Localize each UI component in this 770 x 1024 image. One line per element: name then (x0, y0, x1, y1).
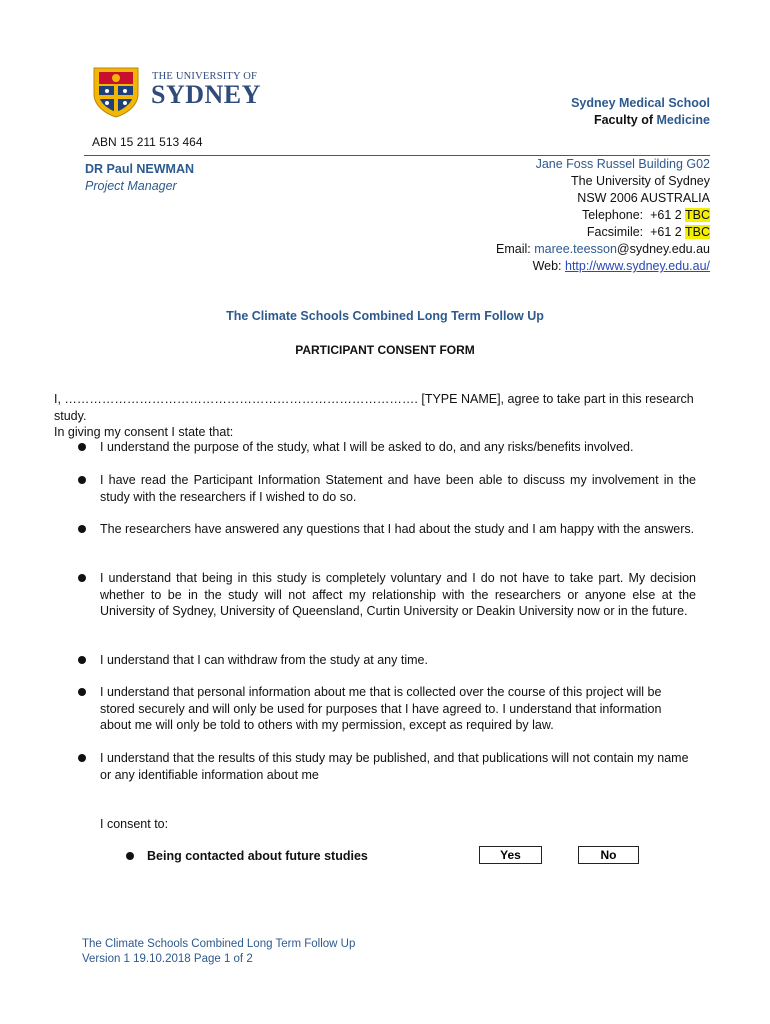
email-line (496, 241, 710, 258)
telephone-line (496, 207, 710, 224)
bullet-icon (78, 476, 86, 484)
address-line-2: The University of Sydney (571, 174, 710, 188)
facsimile-value: +61 2 (650, 225, 682, 239)
name-line: I, …………………………………………………………………………. [TYPE NAME], agree to take part in this research study. (54, 392, 694, 423)
study-title: The Climate Schools Combined Long Term Follow Up (226, 309, 544, 323)
no-button[interactable]: No (578, 846, 639, 864)
school-block (571, 95, 710, 129)
consent-statement: I understand the purpose of the study, what I will be asked to do, and any risks/benefits involved. (100, 440, 634, 454)
university-logo (90, 66, 260, 118)
web-line (496, 258, 710, 275)
consent-item-future-studies: Being contacted about future studies (147, 849, 368, 863)
facsimile-tbc: TBC (685, 225, 710, 239)
consent-to-label: I consent to: (100, 817, 169, 831)
bullet-icon (78, 443, 86, 451)
email-domain[interactable]: @sydney.edu.au (616, 242, 710, 256)
faculty-name: Medicine (656, 113, 710, 127)
consent-statement: I have read the Participant Information Statement and have been able to discuss my involvement in the study with the researchers if I wished to do so. (100, 473, 696, 504)
abn: ABN 15 211 513 464 (92, 135, 203, 149)
logo-line-1: THE UNIVERSITY OF (152, 71, 258, 82)
address-block (496, 156, 710, 275)
telephone-label: Telephone: (581, 208, 644, 222)
bullet-icon (78, 574, 86, 582)
faculty-line (571, 112, 710, 129)
address-building: Jane Foss Russel Building G02 (535, 157, 710, 171)
telephone-value: +61 2 (650, 208, 682, 222)
consent-statement: I understand that being in this study is completely voluntary and I do not have to take part. My decision whether to be in the study will not affect my relationship with the researchers or anyone else at the University of Sydney, University of Queensland, Curtin University or Deakin University now or in the future. (100, 571, 696, 618)
footer-line-2: Version 1 19.10.2018 Page 1 of 2 (82, 953, 253, 965)
consent-intro: In giving my consent I state that: (54, 425, 234, 439)
consent-statement: I understand that the results of this study may be published, and that publications will not contain my name or any identifiable information about me (100, 751, 689, 782)
consent-statement: I understand that personal information about me that is collected over the course of this project will be stored securely and will only be used for purposes that I have agreed to. I understand that information about me will only be told to others with my permission, except as required by law. (100, 685, 662, 732)
facsimile-label: Facsimile: (586, 225, 644, 239)
contact-name: DR Paul NEWMAN (85, 162, 195, 176)
yes-button[interactable]: Yes (479, 846, 542, 864)
telephone-tbc: TBC (685, 208, 710, 222)
faculty-prefix: Faculty of (593, 113, 654, 127)
facsimile-line (496, 224, 710, 241)
bullet-icon (78, 754, 86, 762)
form-title: PARTICIPANT CONSENT FORM (295, 343, 475, 357)
university-crest-icon (90, 66, 142, 118)
bullet-icon (78, 525, 86, 533)
email-user[interactable]: maree.teesson (534, 242, 617, 256)
bullet-icon (126, 852, 134, 860)
web-link[interactable]: http://www.sydney.edu.au/ (565, 259, 710, 273)
footer-line-1: The Climate Schools Combined Long Term Follow Up (82, 938, 356, 950)
bullet-icon (78, 656, 86, 664)
web-label: Web: (532, 259, 562, 273)
footer (82, 937, 355, 967)
email-label: Email: (496, 242, 531, 256)
contact-block (85, 161, 194, 194)
logo-line-2: SYDNEY (151, 80, 261, 109)
contact-role: Project Manager (85, 178, 177, 193)
consent-statement: The researchers have answered any questions that I had about the study and I am happy with the answers. (100, 522, 695, 536)
address-line-3: NSW 2006 AUSTRALIA (577, 191, 710, 205)
school-name: Sydney Medical School (571, 96, 710, 110)
consent-statement: I understand that I can withdraw from the study at any time. (100, 653, 428, 667)
bullet-icon (78, 688, 86, 696)
